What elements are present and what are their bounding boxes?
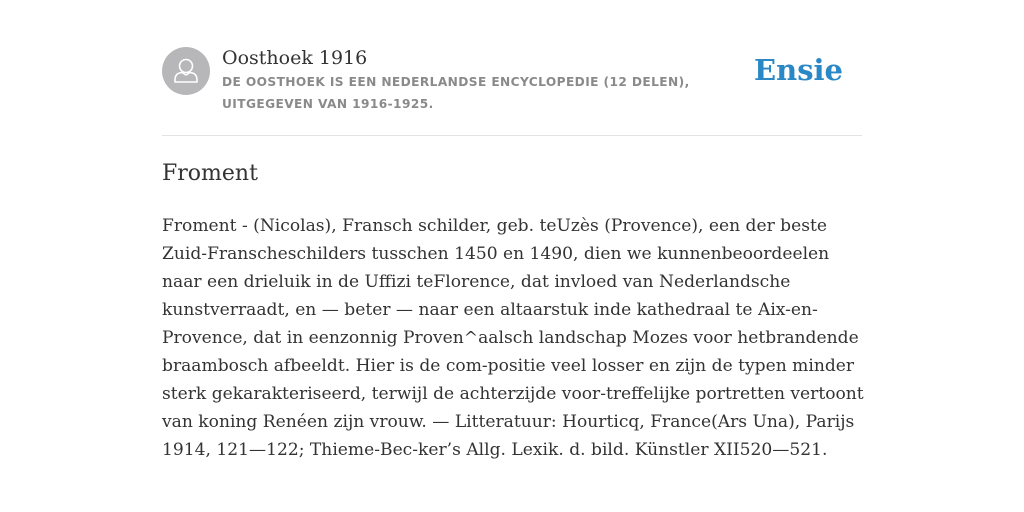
source-title[interactable]: Oosthoek 1916 xyxy=(222,47,368,69)
source-description: DE OOSTHOEK IS EEN NEDERLANDSE ENCYCLOPEDIE (12 DELEN), UITGEGEVEN VAN 1916-1925. xyxy=(222,75,690,111)
brand-logo[interactable]: Ensie xyxy=(754,53,843,87)
source-header xyxy=(162,46,862,118)
entry-title: Froment xyxy=(162,161,258,186)
divider xyxy=(162,135,862,136)
user-silhouette-icon xyxy=(162,47,210,95)
entry-body: Froment - (Nicolas), Fransch schilder, geb. teUzès (Provence), een der beste Zuid-Franscheschilders tusschen 1450 en 1490, dien we kunnenbeoordeelen naar een drieluik in de Uffizi teFlorence, dat invloed van Nederlandsche kunstverraadt, en — beter — naar een altaarstuk inde kathedraal te Aix-en-Provence, dat in eenzonnig Proven^aalsch landschap Mozes voor hetbrandende braambosch afbeeldt. Hier is de com-positie veel losser en zijn de typen minder sterk gekarakteriseerd, terwijl de achterzijde voor-treffelijke portretten vertoont van koning Renéen zijn vrouw. — Litteratuur: Hourticq, France(Ars Una), Parijs 1914, 121—122; Thieme-Bec-ker’s Allg. Lexik. d. bild. Künstler XII520—521. xyxy=(162,216,864,460)
